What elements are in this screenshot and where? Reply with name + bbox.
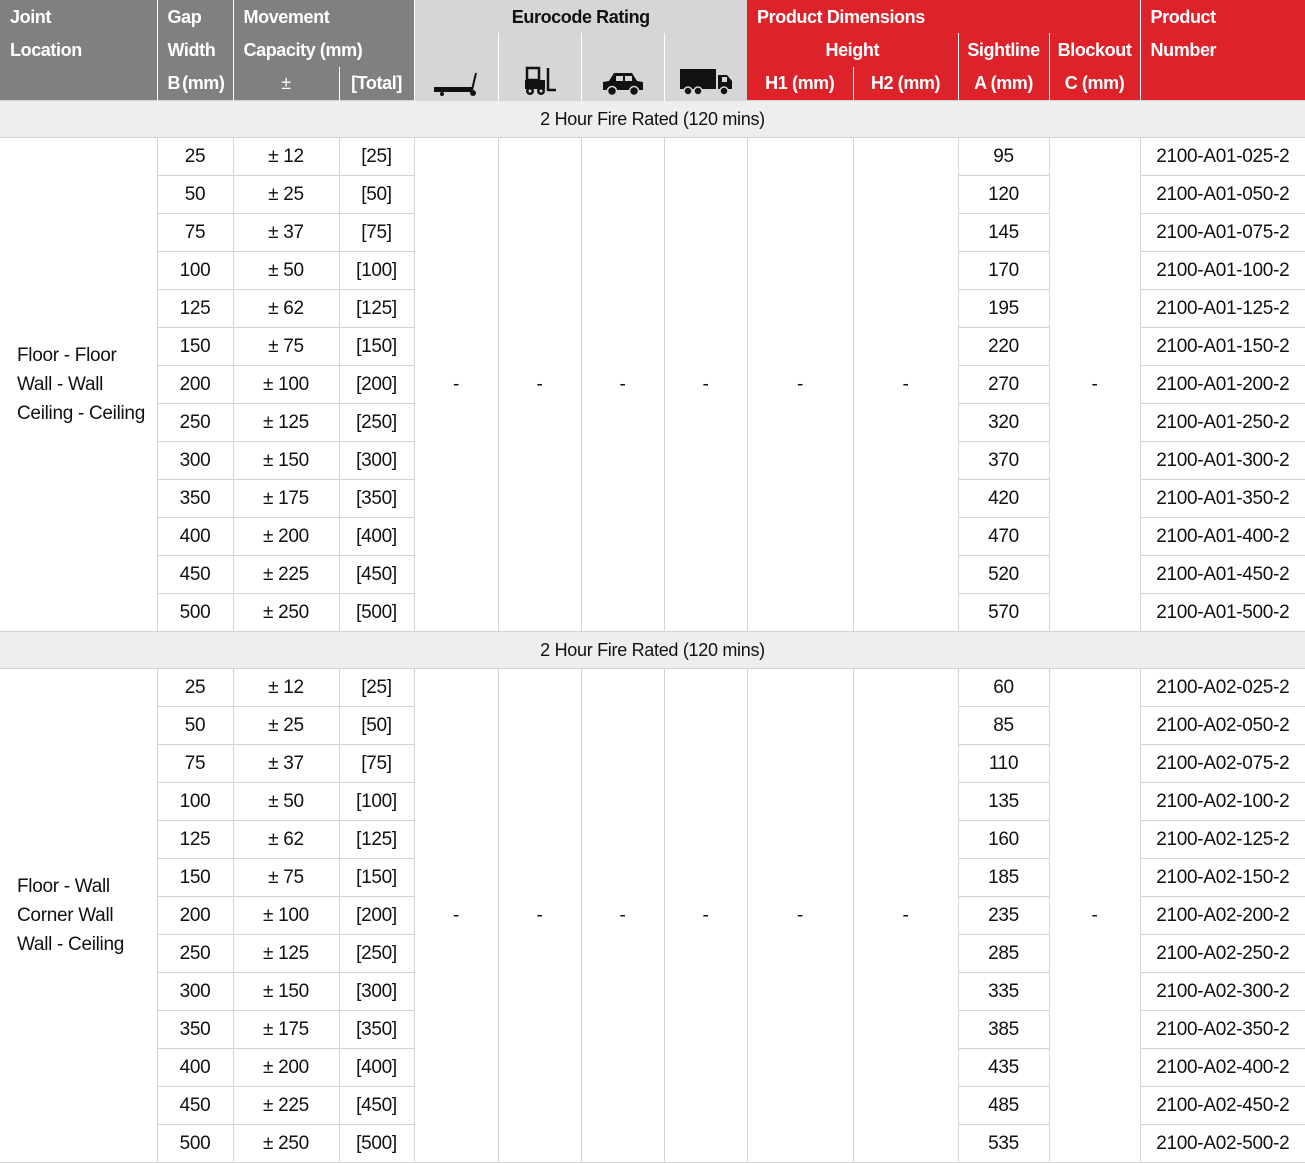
movement-pm-cell: ± 100	[233, 897, 339, 935]
product-number-cell: 2100-A02-450-2	[1140, 1087, 1305, 1125]
table-header	[0, 0, 1305, 101]
pedestrian-trolley-icon	[432, 67, 480, 97]
joint-location-line: Ceiling - Ceiling	[17, 403, 145, 424]
product-number-cell: 2100-A01-200-2	[1140, 366, 1305, 404]
eurocode-truck-cell: -	[664, 138, 747, 632]
movement-pm-cell: ± 62	[233, 290, 339, 328]
sightline-cell: 435	[958, 1049, 1049, 1087]
h2-cell: -	[853, 669, 958, 1163]
gap-width-cell: 125	[157, 821, 233, 859]
eurocode-forklift-cell: -	[498, 138, 581, 632]
sightline-cell: 285	[958, 935, 1049, 973]
section-title: 2 Hour Fire Rated (120 mins)	[0, 632, 1305, 669]
section-title: 2 Hour Fire Rated (120 mins)	[0, 101, 1305, 138]
product-number-header-line3	[1140, 67, 1305, 101]
product-number-cell: 2100-A01-350-2	[1140, 480, 1305, 518]
gap-width-cell: 150	[157, 859, 233, 897]
gap-width-cell: 450	[157, 1087, 233, 1125]
gap-width-cell: 300	[157, 442, 233, 480]
movement-pm-cell: ± 25	[233, 176, 339, 214]
movement-pm-cell: ± 100	[233, 366, 339, 404]
h1-cell: -	[747, 138, 853, 632]
gap-width-cell: 150	[157, 328, 233, 366]
movement-pm-cell: ± 175	[233, 480, 339, 518]
movement-total-cell: [25]	[339, 138, 414, 176]
gap-width-cell: 250	[157, 404, 233, 442]
joint-location-cell	[0, 138, 157, 632]
movement-pm-cell: ± 75	[233, 328, 339, 366]
gap-width-cell: 50	[157, 176, 233, 214]
gap-width-cell: 350	[157, 1011, 233, 1049]
gap-width-cell: 100	[157, 783, 233, 821]
movement-pm-cell: ± 125	[233, 404, 339, 442]
movement-total-cell: [500]	[339, 1125, 414, 1163]
movement-pm-cell: ± 37	[233, 214, 339, 252]
header-row-2	[0, 33, 1305, 67]
movement-total-cell: [200]	[339, 897, 414, 935]
movement-header-line1: Movement	[233, 0, 414, 33]
blockout-cell: -	[1049, 138, 1140, 632]
product-number-cell: 2100-A01-050-2	[1140, 176, 1305, 214]
product-number-header-line2: Number	[1140, 33, 1305, 67]
product-number-cell: 2100-A01-400-2	[1140, 518, 1305, 556]
movement-pm-cell: ± 250	[233, 1125, 339, 1163]
gap-width-cell: 200	[157, 366, 233, 404]
movement-pm-cell: ± 62	[233, 821, 339, 859]
gap-width-cell: 25	[157, 669, 233, 707]
eurocode-truck-cell: -	[664, 669, 747, 1163]
gap-header-unit: (mm)	[182, 73, 225, 94]
movement-total-cell: [450]	[339, 556, 414, 594]
gap-header-b: B	[167, 73, 181, 94]
gap-width-cell: 50	[157, 707, 233, 745]
gap-width-cell: 75	[157, 745, 233, 783]
sightline-cell: 470	[958, 518, 1049, 556]
movement-total-cell: [100]	[339, 252, 414, 290]
sightline-cell: 95	[958, 138, 1049, 176]
gap-width-cell: 400	[157, 518, 233, 556]
product-number-cell: 2100-A02-350-2	[1140, 1011, 1305, 1049]
movement-total-cell: [350]	[339, 480, 414, 518]
joint-location-line: Floor - Wall	[17, 876, 110, 897]
h1-header: H1 (mm)	[747, 67, 853, 101]
product-number-cell: 2100-A02-050-2	[1140, 707, 1305, 745]
h2-header: H2 (mm)	[853, 67, 958, 101]
sightline-cell: 420	[958, 480, 1049, 518]
sightline-cell: 270	[958, 366, 1049, 404]
product-number-cell: 2100-A01-100-2	[1140, 252, 1305, 290]
movement-total-cell: [50]	[339, 707, 414, 745]
gap-width-cell: 450	[157, 556, 233, 594]
sightline-cell: 170	[958, 252, 1049, 290]
product-number-cell: 2100-A01-300-2	[1140, 442, 1305, 480]
car-icon	[600, 70, 646, 96]
joint-location-line: Wall - Ceiling	[17, 934, 125, 955]
gap-width-cell: 200	[157, 897, 233, 935]
forklift-header-cell	[498, 33, 581, 101]
movement-total-cell: [450]	[339, 1087, 414, 1125]
product-number-cell: 2100-A02-300-2	[1140, 973, 1305, 1011]
eurocode-car-cell: -	[581, 669, 664, 1163]
sightline-cell: 320	[958, 404, 1049, 442]
product-number-cell: 2100-A02-025-2	[1140, 669, 1305, 707]
movement-total-cell: [200]	[339, 366, 414, 404]
product-number-cell: 2100-A02-200-2	[1140, 897, 1305, 935]
car-header-cell	[581, 33, 664, 101]
product-number-cell: 2100-A01-075-2	[1140, 214, 1305, 252]
gap-width-cell: 300	[157, 973, 233, 1011]
sightline-cell: 370	[958, 442, 1049, 480]
sightline-cell: 385	[958, 1011, 1049, 1049]
movement-pm-cell: ± 12	[233, 138, 339, 176]
movement-total-cell: [250]	[339, 404, 414, 442]
movement-pm-cell: ± 200	[233, 1049, 339, 1087]
h1-cell: -	[747, 669, 853, 1163]
blockout-cell: -	[1049, 669, 1140, 1163]
movement-pm-cell: ± 50	[233, 252, 339, 290]
gap-width-cell: 75	[157, 214, 233, 252]
movement-pm-cell: ± 50	[233, 783, 339, 821]
sightline-header-line2: A (mm)	[958, 67, 1049, 101]
gap-header-line3	[157, 67, 233, 101]
header-row-1	[0, 0, 1305, 33]
sightline-cell: 60	[958, 669, 1049, 707]
gap-width-cell: 125	[157, 290, 233, 328]
movement-total-cell: [400]	[339, 518, 414, 556]
table-row	[0, 138, 1305, 176]
product-number-cell: 2100-A01-125-2	[1140, 290, 1305, 328]
section-header-row	[0, 101, 1305, 138]
movement-pm-cell: ± 75	[233, 859, 339, 897]
sightline-cell: 220	[958, 328, 1049, 366]
movement-header-pm: ±	[233, 67, 339, 101]
movement-pm-cell: ± 225	[233, 1087, 339, 1125]
gap-width-cell: 500	[157, 1125, 233, 1163]
sightline-cell: 485	[958, 1087, 1049, 1125]
product-number-cell: 2100-A01-500-2	[1140, 594, 1305, 632]
h2-cell: -	[853, 138, 958, 632]
gap-width-cell: 100	[157, 252, 233, 290]
product-number-header-line1: Product	[1140, 0, 1305, 33]
joint-location-line: Wall - Wall	[17, 374, 104, 395]
product-number-cell: 2100-A02-250-2	[1140, 935, 1305, 973]
movement-pm-cell: ± 175	[233, 1011, 339, 1049]
product-number-cell: 2100-A01-250-2	[1140, 404, 1305, 442]
product-number-cell: 2100-A02-100-2	[1140, 783, 1305, 821]
product-number-cell: 2100-A02-075-2	[1140, 745, 1305, 783]
joint-location-line: Floor - Floor	[17, 345, 117, 366]
eurocode-trolley-cell: -	[414, 138, 498, 632]
movement-total-cell: [300]	[339, 973, 414, 1011]
movement-total-cell: [100]	[339, 783, 414, 821]
gap-header-line2: Width	[157, 33, 233, 67]
joint-header-line1: Joint	[0, 0, 157, 33]
height-header: Height	[747, 33, 958, 67]
sightline-cell: 235	[958, 897, 1049, 935]
movement-total-cell: [50]	[339, 176, 414, 214]
movement-pm-cell: ± 250	[233, 594, 339, 632]
sightline-cell: 85	[958, 707, 1049, 745]
movement-total-cell: [500]	[339, 594, 414, 632]
joint-header-line2: Location	[0, 33, 157, 67]
gap-header-line1: Gap	[157, 0, 233, 33]
table-row	[0, 669, 1305, 707]
sightline-header-line1: Sightline	[958, 33, 1049, 67]
table-body	[0, 101, 1305, 1163]
movement-total-cell: [300]	[339, 442, 414, 480]
sightline-cell: 110	[958, 745, 1049, 783]
movement-header-line2: Capacity (mm)	[233, 33, 414, 67]
movement-total-cell: [125]	[339, 290, 414, 328]
eurocode-car-cell: -	[581, 138, 664, 632]
product-number-cell: 2100-A01-025-2	[1140, 138, 1305, 176]
eurocode-trolley-cell: -	[414, 669, 498, 1163]
movement-pm-cell: ± 150	[233, 973, 339, 1011]
sightline-cell: 135	[958, 783, 1049, 821]
movement-pm-cell: ± 37	[233, 745, 339, 783]
movement-header-total: [Total]	[339, 67, 414, 101]
movement-pm-cell: ± 150	[233, 442, 339, 480]
section-header-row	[0, 632, 1305, 669]
gap-width-cell: 250	[157, 935, 233, 973]
blockout-header-line2: C (mm)	[1049, 67, 1140, 101]
movement-total-cell: [150]	[339, 328, 414, 366]
product-dimensions-header: Product Dimensions	[747, 0, 1140, 33]
gap-width-cell: 350	[157, 480, 233, 518]
product-number-cell: 2100-A02-500-2	[1140, 1125, 1305, 1163]
product-number-cell: 2100-A01-450-2	[1140, 556, 1305, 594]
movement-total-cell: [250]	[339, 935, 414, 973]
joint-header-line3	[0, 67, 157, 101]
movement-total-cell: [25]	[339, 669, 414, 707]
eurocode-header: Eurocode Rating	[414, 0, 747, 33]
sightline-cell: 160	[958, 821, 1049, 859]
sightline-cell: 535	[958, 1125, 1049, 1163]
movement-pm-cell: ± 25	[233, 707, 339, 745]
product-number-cell: 2100-A02-125-2	[1140, 821, 1305, 859]
movement-pm-cell: ± 12	[233, 669, 339, 707]
movement-total-cell: [75]	[339, 745, 414, 783]
eurocode-forklift-cell: -	[498, 669, 581, 1163]
movement-pm-cell: ± 200	[233, 518, 339, 556]
movement-total-cell: [125]	[339, 821, 414, 859]
gap-width-cell: 500	[157, 594, 233, 632]
product-number-cell: 2100-A02-150-2	[1140, 859, 1305, 897]
joint-location-line: Corner Wall	[17, 905, 114, 926]
sightline-cell: 570	[958, 594, 1049, 632]
sightline-cell: 335	[958, 973, 1049, 1011]
product-number-cell: 2100-A01-150-2	[1140, 328, 1305, 366]
sightline-cell: 145	[958, 214, 1049, 252]
sightline-cell: 120	[958, 176, 1049, 214]
product-number-cell: 2100-A02-400-2	[1140, 1049, 1305, 1087]
movement-total-cell: [75]	[339, 214, 414, 252]
movement-pm-cell: ± 125	[233, 935, 339, 973]
movement-total-cell: [400]	[339, 1049, 414, 1087]
sightline-cell: 520	[958, 556, 1049, 594]
truck-icon	[678, 66, 734, 96]
sightline-cell: 195	[958, 290, 1049, 328]
movement-total-cell: [350]	[339, 1011, 414, 1049]
forklift-icon	[523, 66, 557, 96]
movement-total-cell: [150]	[339, 859, 414, 897]
blockout-header-line1: Blockout	[1049, 33, 1140, 67]
trolley-header-cell	[414, 33, 498, 101]
sightline-cell: 185	[958, 859, 1049, 897]
joint-location-cell	[0, 669, 157, 1163]
truck-header-cell	[664, 33, 747, 101]
gap-width-cell: 400	[157, 1049, 233, 1087]
movement-pm-cell: ± 225	[233, 556, 339, 594]
gap-width-cell: 25	[157, 138, 233, 176]
